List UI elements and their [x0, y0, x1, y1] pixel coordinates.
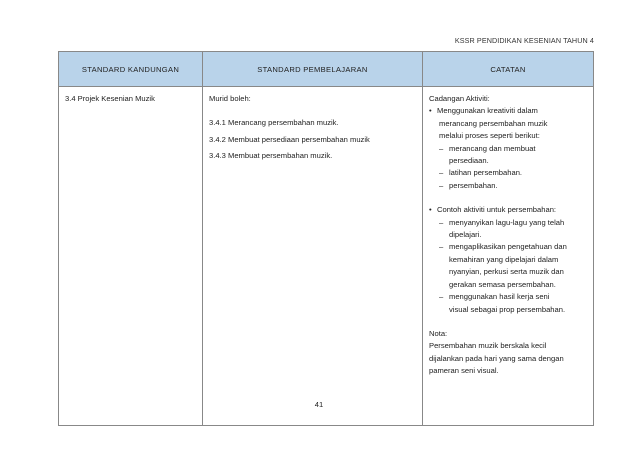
dash-text: visual sebagai prop persembahan.: [449, 304, 566, 314]
learning-item: 3.4.1 Merancang persembahan muzik.: [209, 118, 339, 128]
cell-standard-kandungan: [59, 87, 203, 426]
note-text: dijalankan pada hari yang sama dengan: [429, 353, 564, 363]
dash-item: [429, 291, 587, 303]
dash-text: merancang dan membuat: [449, 143, 536, 153]
dash-icon: –: [439, 292, 444, 302]
dash-item-cont: [429, 155, 587, 167]
dash-icon: –: [439, 168, 444, 178]
learning-item: 3.4.3 Membuat persembahan muzik.: [209, 151, 333, 161]
dash-text: menggunakan hasil kerja seni: [449, 292, 550, 302]
column-header-standard-kandungan: STANDARD KANDUNGAN: [59, 52, 203, 87]
learning-intro: Murid boleh:: [209, 94, 251, 103]
bullet-item: [429, 204, 587, 216]
dash-icon: –: [439, 143, 444, 153]
dash-icon: –: [439, 180, 444, 190]
dash-text: nyanyian, perkusi serta muzik dan: [449, 267, 564, 277]
bullet-icon: •: [429, 205, 432, 215]
cell-standard-pembelajaran: [203, 87, 423, 426]
column-header-catatan: CATATAN: [423, 52, 594, 87]
column-header-standard-pembelajaran: STANDARD PEMBELAJARAN: [203, 52, 423, 87]
dash-item: [429, 143, 587, 155]
dash-text: menyanyikan lagu-lagu yang telah: [449, 217, 565, 227]
dash-text: kemahiran yang dipelajari dalam: [449, 254, 559, 264]
bullet-text-cont: melalui proses seperti berikut:: [439, 131, 540, 141]
dash-item-cont: [429, 254, 587, 266]
table-row: [59, 87, 594, 426]
dash-item: [429, 217, 587, 229]
bullet-item: [429, 105, 587, 117]
table-header-row: [59, 52, 594, 87]
dash-item-cont: [429, 229, 587, 241]
learning-item: 3.4.2 Membuat persediaan persembahan muzik: [209, 134, 370, 144]
dash-icon: –: [439, 242, 444, 252]
dash-text: mengaplikasikan pengetahuan dan: [449, 242, 567, 252]
dash-item-cont: [429, 266, 587, 278]
content-standard-title: 3.4 Projek Kesenian Muzik: [65, 94, 155, 103]
dash-text: persembahan.: [449, 180, 498, 190]
cell-catatan: [423, 87, 594, 426]
dash-item-cont: [429, 304, 587, 316]
dash-item: [429, 180, 587, 192]
running-header: KSSR PENDIDIKAN KESENIAN TAHUN 4: [454, 36, 594, 45]
curriculum-table: [58, 51, 594, 426]
dash-icon: –: [439, 217, 444, 227]
note-label: Nota:: [429, 328, 448, 338]
note-text: Persembahan muzik berskala kecil: [429, 341, 547, 351]
activity-intro: Cadangan Aktiviti:: [429, 94, 490, 103]
page-number: 41: [314, 400, 324, 409]
dash-item: [429, 241, 587, 253]
dash-text: dipelajari.: [449, 230, 482, 240]
bullet-text: Menggunakan kreativiti dalam: [437, 106, 538, 116]
bullet-icon: •: [429, 106, 432, 116]
dash-item-cont: [429, 279, 587, 291]
bullet-text: Contoh aktiviti untuk persembahan:: [437, 205, 557, 215]
dash-text: gerakan semasa persembahan.: [449, 279, 556, 289]
dash-item: [429, 167, 587, 179]
bullet-text-cont: merancang persembahan muzik: [439, 118, 548, 128]
dash-text: latihan persembahan.: [449, 168, 523, 178]
note-text: pameran seni visual.: [429, 366, 499, 376]
dash-text: persediaan.: [449, 156, 489, 166]
